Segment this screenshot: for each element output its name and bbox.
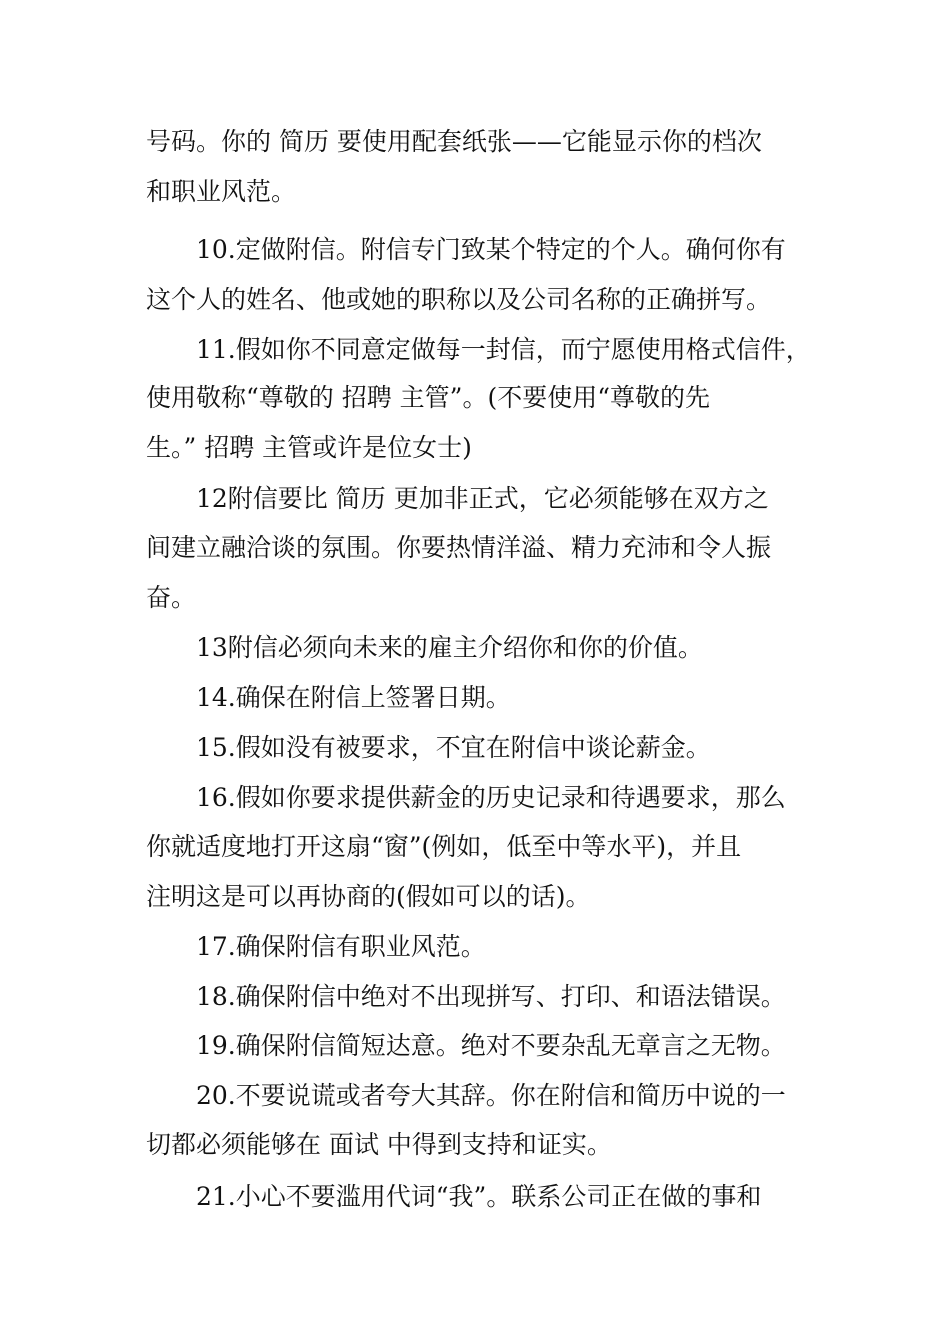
text-line-15: 你就适度地打开这扇“窗”(例如，低至中等水平)，并且 [146, 832, 742, 861]
text-line-1: 号码。你的 简历 要使用配套纸张——它能显示你的档次 [146, 127, 762, 156]
text-line-2: 和职业风范。 [146, 177, 297, 206]
text-line-14: 16.假如你要求提供薪金的历史记录和待遇要求，那么 [196, 783, 786, 812]
text-line-3: 10.定做附信。附信专门致某个特定的个人。确何你有 [196, 235, 786, 264]
text-line-17: 17.确保附信有职业风范。 [196, 932, 486, 961]
text-line-7: 生。” 招聘 主管或许是位女士) [146, 433, 472, 462]
text-line-18: 18.确保附信中绝对不出现拼写、打印、和语法错误。 [196, 982, 786, 1011]
text-line-6: 使用敬称“尊敬的 招聘 主管”。(不要使用“尊敬的先 [146, 383, 710, 412]
text-line-8: 12附信要比 简历 更加非正式，它必须能够在双方之 [196, 484, 769, 513]
text-line-4: 这个人的姓名、他或她的职称以及公司名称的正确拼写。 [146, 285, 772, 314]
text-line-19: 19.确保附信简短达意。绝对不要杂乱无章言之无物。 [196, 1031, 786, 1060]
text-line-12: 14.确保在附信上签署日期。 [196, 683, 511, 712]
text-line-9: 间建立融洽谈的氛围。你要热情洋溢、精力充沛和令人振 [146, 533, 772, 562]
text-line-16: 注明这是可以再协商的(假如可以的话)。 [146, 882, 591, 911]
text-line-13: 15.假如没有被要求，不宜在附信中谈论薪金。 [196, 733, 711, 762]
text-line-5: 11.假如你不同意定做每一封信，而宁愿使用格式信件， [196, 335, 811, 364]
text-line-20: 20.不要说谎或者夸大其辞。你在附信和简历中说的一 [196, 1081, 786, 1110]
text-line-10: 奋。 [146, 583, 197, 612]
text-line-11: 13附信必须向未来的雇主介绍你和你的价值。 [196, 633, 703, 662]
text-line-22: 21.小心不要滥用代词“我”。联系公司正在做的事和 [196, 1182, 762, 1211]
text-line-21: 切都必须能够在 面试 中得到支持和证实。 [146, 1130, 612, 1159]
